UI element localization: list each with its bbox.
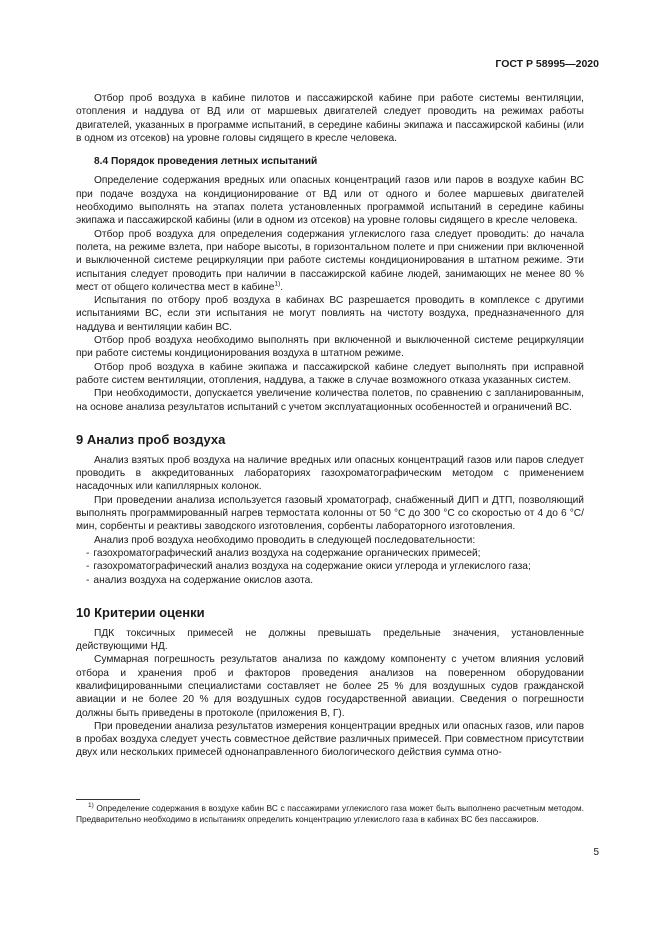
section-9-heading: 9 Анализ проб воздуха	[76, 431, 226, 447]
footnote	[76, 803, 584, 825]
intro-paragraph: Отбор проб воздуха в кабине пилотов и пассажирской кабине при работе системы вентиляции, отопления и наддува от ВД или от маршевых двигателей следует проводить на режимах работы двигателей, указанных в программе испытаний, в середине кабины экипажа и пассажирской кабины (или в одном из отсеков) на уровне головы сидящего в кресле человека.	[76, 93, 584, 144]
footnote-text: $^{1)}$ Определение содержания в воздухе кабин ВС с пассажирами углекислого газа может быть выполнено расчетным методом. Предварительно необходимо в испытаниях определить концентрацию углекислого газа в кабинах ВС без пассажиров.	[76, 802, 585, 825]
section-8-4-paragraph-2	[76, 228, 584, 294]
section-9-paragraph-3: Анализ проб воздуха необходимо проводить в следующей последовательности:	[94, 534, 476, 546]
footnote-mark: 1)	[88, 802, 94, 810]
footnote-reference: 1)	[274, 280, 281, 288]
list-item: - газохроматографический анализ воздуха на содержание окиси углерода и углекислого газа;	[86, 561, 531, 573]
footnote-separator	[76, 799, 140, 800]
section-10-heading: 10 Критерии оценки	[76, 604, 205, 620]
page-content	[76, 92, 584, 760]
list-item: - газохроматографический анализ воздуха на содержание органических примесей;	[86, 547, 481, 559]
section-10-paragraph-1: ПДК токсичных примесей не должны превышать предельные значения, установленные действующими НД.	[76, 627, 584, 653]
section-8-4-paragraph-3: Испытания по отбору проб воздуха в кабинах ВС разрешается проводить в комплексе с другими испытаниями ВС, если эти испытания не могут повлиять на чистоту воздуха, предназначенного для наддува и вентиляции кабин ВС.	[76, 295, 584, 333]
section-9-paragraph-2: При проведении анализа используется газовый хроматограф, снабженный ДИП и ДТП, позволяющий выполнять программированный нагрев термостата колонны от 50 °С до 300 °С со скоростью от 4 до 6 °С/мин, сорбенты и реактивы заводского изготовления, сорбенты лабораторного изготовления.	[76, 494, 584, 533]
section-10-paragraph-3: При проведении анализа результатов измерения концентрации вредных или опасных газов, или паров в пробах воздуха следует учесть совместное действие различных примесей. При совместном присутствии двух или нескольких примесей однонаправленного биологического действия сумма отно-	[76, 720, 584, 759]
paragraph-text: Отбор проб воздуха для определения содержания углекислого газа следует проводить: до начала полета, на режиме взлета, при наборе высоты, в горизонтальном полете и при снижении при включенной и выключенной системе рециркуляции при работе системы кондиционирования в штатном режиме. Эти испытания следует проводить при наличии в пассажирской кабине людей, занимающих не менее 80 % мест от общего количества мест в кабине	[76, 228, 584, 293]
page-number: 5	[593, 847, 599, 858]
section-8-4-paragraph-4: Отбор проб воздуха необходимо выполнять при включенной и выключенной системе рециркуляции при работе системы кондиционирования воздуха в штатном режиме.	[76, 335, 584, 360]
section-9-paragraph-1: Анализ взятых проб воздуха на наличие вредных или опасных концентраций газов или паров следует проводить в аккредитованных лабораториях газохроматографическим методом с применением насадочных или капиллярных колонок.	[76, 454, 584, 493]
analysis-sequence-list	[76, 547, 584, 587]
section-8-4-paragraph-6: При необходимости, допускается увеличение количества полетов, по сравнению с запланированным, на основе анализа результатов испытаний с учетом эксплуатационных особенностей и ограничений ВС.	[76, 388, 584, 413]
document-code-header: ГОСТ Р 58995—2020	[495, 58, 599, 70]
list-item: - анализ воздуха на содержание окислов азота.	[86, 574, 314, 586]
section-8-4-paragraph-5: Отбор проб воздуха в кабине экипажа и пассажирской кабине следует выполнять при исправной работе систем вентиляции, отопления, наддува, а также в случае возможного отказа указанных систем.	[76, 361, 584, 386]
paragraph-end: .	[280, 281, 284, 293]
section-10-paragraph-2: Суммарная погрешность результатов анализа по каждому компоненту с учетом влияния условий отбора и хранения проб и факторов проведения анализов на поверенном оборудовании квалифицированными специалистами составляет не более 25 % для воздушных судов гражданской авиации и не более 20 % для воздушных судов государственной авиации. Сведения о погрешности должны быть приведены в протоколе (приложения В, Г).	[76, 654, 584, 719]
section-8-4-paragraph-1: Определение содержания вредных или опасных концентраций газов или паров в воздухе кабин ВС при подаче воздуха на кондиционирование от ВД или от одного и более маршевых двигателей необходимо выполнять на этапах полета установленных программой испытаний в середине кабины экипажа и пассажирской кабины (или в одном из отсеков) на уровне головы сидящего в кресле человека.	[76, 175, 584, 227]
section-8-4-heading: 8.4 Порядок проведения летных испытаний	[94, 156, 318, 168]
